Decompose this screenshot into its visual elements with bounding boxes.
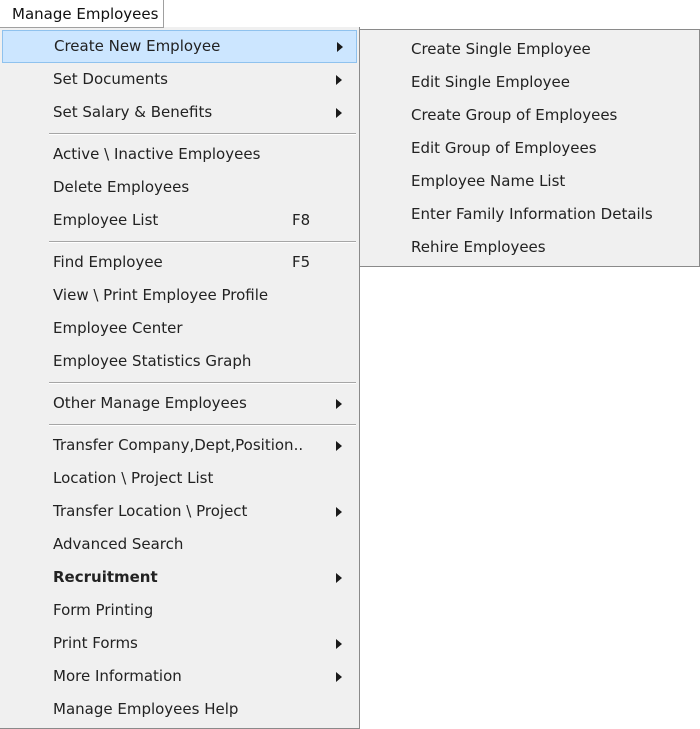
submenu-arrow-icon [336, 672, 342, 682]
menu-bar-manage-employees[interactable] [0, 0, 164, 28]
menu-item-label: Find Employee [53, 253, 163, 271]
menu-item-label: Employee Center [53, 319, 183, 337]
menu-item-label: Employee Statistics Graph [53, 352, 252, 370]
menu-item-label: View \ Print Employee Profile [53, 286, 269, 304]
menu-item-set-documents[interactable] [0, 63, 359, 96]
menu-separator [49, 382, 356, 384]
submenu-item-enter-family-information-details[interactable] [360, 195, 699, 228]
menu-item-other-manage-employees[interactable] [0, 387, 359, 420]
submenu-arrow-icon [336, 441, 342, 451]
menu-item-transfer-company-dept-position[interactable] [0, 429, 359, 462]
submenu-arrow-icon [336, 507, 342, 517]
submenu-item-label: Enter Family Information Details [411, 205, 653, 223]
submenu-item-employee-name-list[interactable] [360, 162, 699, 195]
submenu-item-create-single-employee[interactable] [360, 30, 699, 63]
menu-item-label: Other Manage Employees [53, 394, 247, 412]
submenu-item-label: Create Single Employee [411, 40, 591, 58]
menu-item-label: Employee List [53, 211, 159, 229]
menu-item-more-information[interactable] [0, 660, 359, 693]
menu-item-label: Transfer Company,Dept,Position.. [53, 436, 304, 454]
menu-item-label: Active \ Inactive Employees [53, 145, 261, 163]
menu-item-employee-statistics-graph[interactable] [0, 345, 359, 378]
menu-item-employee-list[interactable] [0, 204, 359, 237]
menu-bar-title: Manage Employees [12, 5, 159, 23]
menu-item-label: Recruitment [53, 568, 158, 586]
submenu-arrow-icon [336, 399, 342, 409]
menu-separator [49, 241, 356, 243]
menu-item-label: Set Salary & Benefits [53, 103, 213, 121]
menu-item-find-employee[interactable] [0, 246, 359, 279]
submenu-item-create-group-of-employees[interactable] [360, 96, 699, 129]
menu-separator [49, 133, 356, 135]
submenu-item-label: Edit Group of Employees [411, 139, 597, 157]
submenu-item-edit-group-of-employees[interactable] [360, 129, 699, 162]
menu-item-label: Location \ Project List [53, 469, 214, 487]
menu-item-label: Set Documents [53, 70, 168, 88]
submenu-item-label: Rehire Employees [411, 238, 546, 256]
submenu-arrow-icon [336, 75, 342, 85]
menu-item-set-salary-benefits[interactable] [0, 96, 359, 129]
menu-item-location-project-list[interactable] [0, 462, 359, 495]
shortcut-key: F8 [292, 211, 311, 229]
submenu-item-label: Edit Single Employee [411, 73, 570, 91]
menu-item-manage-employees-help[interactable] [0, 693, 359, 726]
menu-item-print-forms[interactable] [0, 627, 359, 660]
menu-item-label: More Information [53, 667, 182, 685]
menu-item-label: Form Printing [53, 601, 154, 619]
menu-item-create-new-employee[interactable] [2, 30, 357, 63]
submenu-item-label: Create Group of Employees [411, 106, 618, 124]
menu-item-delete-employees[interactable] [0, 171, 359, 204]
submenu-arrow-icon [336, 639, 342, 649]
manage-employees-menu [0, 27, 360, 729]
menu-item-recruitment[interactable] [0, 561, 359, 594]
submenu-arrow-icon [337, 42, 343, 52]
submenu-arrow-icon [336, 573, 342, 583]
menu-item-transfer-location-project[interactable] [0, 495, 359, 528]
menu-item-form-printing[interactable] [0, 594, 359, 627]
menu-item-employee-center[interactable] [0, 312, 359, 345]
menu-item-label: Print Forms [53, 634, 138, 652]
menu-item-label: Transfer Location \ Project [53, 502, 248, 520]
submenu-item-label: Employee Name List [411, 172, 566, 190]
menu-item-label: Delete Employees [53, 178, 190, 196]
submenu-item-rehire-employees[interactable] [360, 228, 699, 261]
menu-item-label: Create New Employee [54, 37, 221, 55]
menu-separator [49, 424, 356, 426]
menu-item-active-inactive-employees[interactable] [0, 138, 359, 171]
menu-item-view-print-employee-profile[interactable] [0, 279, 359, 312]
menu-item-advanced-search[interactable] [0, 528, 359, 561]
submenu-item-edit-single-employee[interactable] [360, 63, 699, 96]
shortcut-key: F5 [292, 253, 311, 271]
submenu-arrow-icon [336, 108, 342, 118]
menu-item-label: Advanced Search [53, 535, 184, 553]
create-new-employee-submenu [359, 29, 700, 267]
menu-item-label: Manage Employees Help [53, 700, 239, 718]
